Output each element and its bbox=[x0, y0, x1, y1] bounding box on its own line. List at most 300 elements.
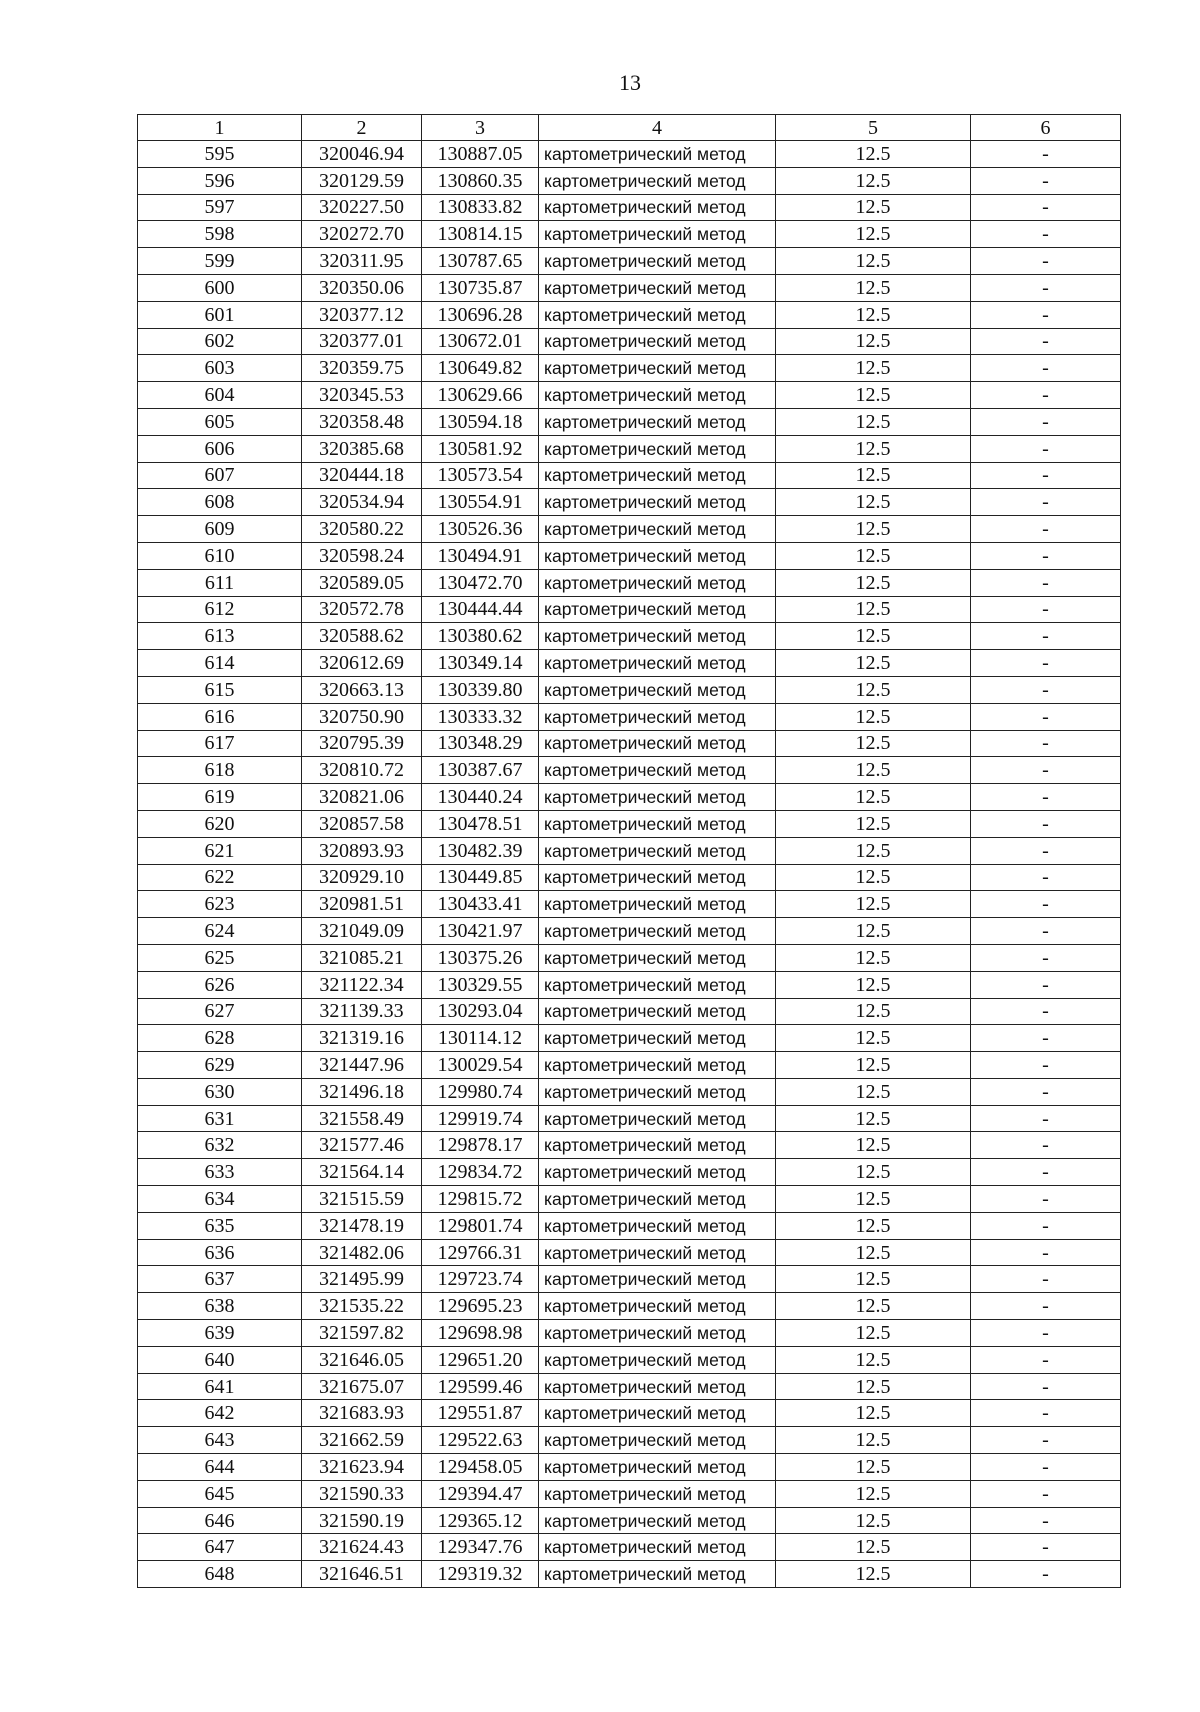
table-row bbox=[138, 1078, 1121, 1105]
accuracy-cell: 12.5 bbox=[776, 1346, 971, 1373]
method-cell: картометрический метод bbox=[539, 1480, 776, 1507]
method-cell: картометрический метод bbox=[539, 221, 776, 248]
x-coordinate-cell: 321597.82 bbox=[302, 1320, 422, 1347]
point-number-cell: 629 bbox=[138, 1052, 302, 1079]
method-cell: картометрический метод bbox=[539, 730, 776, 757]
method-cell: картометрический метод bbox=[539, 489, 776, 516]
method-cell: картометрический метод bbox=[539, 569, 776, 596]
accuracy-cell: 12.5 bbox=[776, 971, 971, 998]
point-number-cell: 630 bbox=[138, 1078, 302, 1105]
method-cell: картометрический метод bbox=[539, 944, 776, 971]
point-number-cell: 634 bbox=[138, 1186, 302, 1213]
y-coordinate-cell: 130735.87 bbox=[422, 274, 539, 301]
y-coordinate-cell: 129365.12 bbox=[422, 1507, 539, 1534]
method-cell: картометрический метод bbox=[539, 1373, 776, 1400]
y-coordinate-cell: 129919.74 bbox=[422, 1105, 539, 1132]
table-row bbox=[138, 703, 1121, 730]
column-header: 6 bbox=[971, 115, 1121, 141]
x-coordinate-cell: 321558.49 bbox=[302, 1105, 422, 1132]
point-number-cell: 622 bbox=[138, 864, 302, 891]
point-number-cell: 607 bbox=[138, 462, 302, 489]
y-coordinate-cell: 130114.12 bbox=[422, 1025, 539, 1052]
accuracy-cell: 12.5 bbox=[776, 1078, 971, 1105]
accuracy-cell: 12.5 bbox=[776, 408, 971, 435]
accuracy-cell: 12.5 bbox=[776, 918, 971, 945]
note-cell: - bbox=[971, 1186, 1121, 1213]
note-cell: - bbox=[971, 489, 1121, 516]
x-coordinate-cell: 321515.59 bbox=[302, 1186, 422, 1213]
method-cell: картометрический метод bbox=[539, 676, 776, 703]
accuracy-cell: 12.5 bbox=[776, 1105, 971, 1132]
point-number-cell: 635 bbox=[138, 1212, 302, 1239]
y-coordinate-cell: 130696.28 bbox=[422, 301, 539, 328]
point-number-cell: 639 bbox=[138, 1320, 302, 1347]
method-cell: картометрический метод bbox=[539, 1159, 776, 1186]
note-cell: - bbox=[971, 784, 1121, 811]
point-number-cell: 640 bbox=[138, 1346, 302, 1373]
point-number-cell: 626 bbox=[138, 971, 302, 998]
accuracy-cell: 12.5 bbox=[776, 462, 971, 489]
note-cell: - bbox=[971, 1480, 1121, 1507]
x-coordinate-cell: 320359.75 bbox=[302, 355, 422, 382]
note-cell: - bbox=[971, 408, 1121, 435]
x-coordinate-cell: 321590.19 bbox=[302, 1507, 422, 1534]
point-number-cell: 644 bbox=[138, 1454, 302, 1481]
point-number-cell: 608 bbox=[138, 489, 302, 516]
note-cell: - bbox=[971, 918, 1121, 945]
y-coordinate-cell: 130860.35 bbox=[422, 167, 539, 194]
table-row bbox=[138, 757, 1121, 784]
x-coordinate-cell: 320227.50 bbox=[302, 194, 422, 221]
y-coordinate-cell: 130029.54 bbox=[422, 1052, 539, 1079]
accuracy-cell: 12.5 bbox=[776, 248, 971, 275]
column-header: 2 bbox=[302, 115, 422, 141]
x-coordinate-cell: 320821.06 bbox=[302, 784, 422, 811]
note-cell: - bbox=[971, 1105, 1121, 1132]
x-coordinate-cell: 321495.99 bbox=[302, 1266, 422, 1293]
table-row bbox=[138, 1346, 1121, 1373]
accuracy-cell: 12.5 bbox=[776, 596, 971, 623]
note-cell: - bbox=[971, 1373, 1121, 1400]
method-cell: картометрический метод bbox=[539, 194, 776, 221]
method-cell: картометрический метод bbox=[539, 328, 776, 355]
y-coordinate-cell: 129766.31 bbox=[422, 1239, 539, 1266]
note-cell: - bbox=[971, 703, 1121, 730]
accuracy-cell: 12.5 bbox=[776, 1400, 971, 1427]
note-cell: - bbox=[971, 837, 1121, 864]
table-row bbox=[138, 944, 1121, 971]
y-coordinate-cell: 129980.74 bbox=[422, 1078, 539, 1105]
note-cell: - bbox=[971, 1400, 1121, 1427]
method-cell: картометрический метод bbox=[539, 248, 776, 275]
x-coordinate-cell: 321496.18 bbox=[302, 1078, 422, 1105]
note-cell: - bbox=[971, 1266, 1121, 1293]
x-coordinate-cell: 321590.33 bbox=[302, 1480, 422, 1507]
table-row bbox=[138, 837, 1121, 864]
method-cell: картометрический метод bbox=[539, 1105, 776, 1132]
x-coordinate-cell: 320589.05 bbox=[302, 569, 422, 596]
method-cell: картометрический метод bbox=[539, 382, 776, 409]
table-row bbox=[138, 1561, 1121, 1588]
point-number-cell: 620 bbox=[138, 810, 302, 837]
method-cell: картометрический метод bbox=[539, 810, 776, 837]
note-cell: - bbox=[971, 355, 1121, 382]
y-coordinate-cell: 129695.23 bbox=[422, 1293, 539, 1320]
accuracy-cell: 12.5 bbox=[776, 703, 971, 730]
note-cell: - bbox=[971, 328, 1121, 355]
note-cell: - bbox=[971, 1052, 1121, 1079]
note-cell: - bbox=[971, 194, 1121, 221]
table-row bbox=[138, 489, 1121, 516]
point-number-cell: 621 bbox=[138, 837, 302, 864]
method-cell: картометрический метод bbox=[539, 596, 776, 623]
y-coordinate-cell: 130649.82 bbox=[422, 355, 539, 382]
y-coordinate-cell: 130293.04 bbox=[422, 998, 539, 1025]
method-cell: картометрический метод bbox=[539, 757, 776, 784]
x-coordinate-cell: 320572.78 bbox=[302, 596, 422, 623]
accuracy-cell: 12.5 bbox=[776, 1480, 971, 1507]
point-number-cell: 612 bbox=[138, 596, 302, 623]
y-coordinate-cell: 129347.76 bbox=[422, 1534, 539, 1561]
table-row bbox=[138, 194, 1121, 221]
method-cell: картометрический метод bbox=[539, 1078, 776, 1105]
table-row bbox=[138, 891, 1121, 918]
note-cell: - bbox=[971, 462, 1121, 489]
y-coordinate-cell: 130349.14 bbox=[422, 650, 539, 677]
table-row bbox=[138, 1400, 1121, 1427]
column-header: 3 bbox=[422, 115, 539, 141]
method-cell: картометрический метод bbox=[539, 1427, 776, 1454]
note-cell: - bbox=[971, 435, 1121, 462]
method-cell: картометрический метод bbox=[539, 1132, 776, 1159]
point-number-cell: 611 bbox=[138, 569, 302, 596]
method-cell: картометрический метод bbox=[539, 1346, 776, 1373]
x-coordinate-cell: 320981.51 bbox=[302, 891, 422, 918]
table-row bbox=[138, 1320, 1121, 1347]
table-row bbox=[138, 248, 1121, 275]
method-cell: картометрический метод bbox=[539, 891, 776, 918]
coordinates-table bbox=[137, 114, 1121, 1588]
y-coordinate-cell: 130494.91 bbox=[422, 542, 539, 569]
accuracy-cell: 12.5 bbox=[776, 1561, 971, 1588]
method-cell: картометрический метод bbox=[539, 408, 776, 435]
point-number-cell: 598 bbox=[138, 221, 302, 248]
table-row bbox=[138, 810, 1121, 837]
method-cell: картометрический метод bbox=[539, 703, 776, 730]
accuracy-cell: 12.5 bbox=[776, 1293, 971, 1320]
accuracy-cell: 12.5 bbox=[776, 301, 971, 328]
accuracy-cell: 12.5 bbox=[776, 998, 971, 1025]
x-coordinate-cell: 321683.93 bbox=[302, 1400, 422, 1427]
x-coordinate-cell: 320893.93 bbox=[302, 837, 422, 864]
accuracy-cell: 12.5 bbox=[776, 1052, 971, 1079]
note-cell: - bbox=[971, 1159, 1121, 1186]
accuracy-cell: 12.5 bbox=[776, 810, 971, 837]
x-coordinate-cell: 321535.22 bbox=[302, 1293, 422, 1320]
method-cell: картометрический метод bbox=[539, 1052, 776, 1079]
table-row bbox=[138, 1186, 1121, 1213]
method-cell: картометрический метод bbox=[539, 355, 776, 382]
point-number-cell: 636 bbox=[138, 1239, 302, 1266]
note-cell: - bbox=[971, 998, 1121, 1025]
table-row bbox=[138, 435, 1121, 462]
x-coordinate-cell: 320345.53 bbox=[302, 382, 422, 409]
note-cell: - bbox=[971, 516, 1121, 543]
accuracy-cell: 12.5 bbox=[776, 1320, 971, 1347]
point-number-cell: 605 bbox=[138, 408, 302, 435]
table-row bbox=[138, 167, 1121, 194]
x-coordinate-cell: 320795.39 bbox=[302, 730, 422, 757]
table-row bbox=[138, 1427, 1121, 1454]
note-cell: - bbox=[971, 1293, 1121, 1320]
accuracy-cell: 12.5 bbox=[776, 1427, 971, 1454]
y-coordinate-cell: 130472.70 bbox=[422, 569, 539, 596]
point-number-cell: 638 bbox=[138, 1293, 302, 1320]
table-row bbox=[138, 408, 1121, 435]
x-coordinate-cell: 321447.96 bbox=[302, 1052, 422, 1079]
accuracy-cell: 12.5 bbox=[776, 328, 971, 355]
table-row bbox=[138, 1159, 1121, 1186]
accuracy-cell: 12.5 bbox=[776, 274, 971, 301]
method-cell: картометрический метод bbox=[539, 864, 776, 891]
note-cell: - bbox=[971, 1507, 1121, 1534]
method-cell: картометрический метод bbox=[539, 1561, 776, 1588]
table-row bbox=[138, 1293, 1121, 1320]
x-coordinate-cell: 321564.14 bbox=[302, 1159, 422, 1186]
point-number-cell: 619 bbox=[138, 784, 302, 811]
x-coordinate-cell: 320377.01 bbox=[302, 328, 422, 355]
table-row bbox=[138, 382, 1121, 409]
table-row bbox=[138, 596, 1121, 623]
x-coordinate-cell: 321122.34 bbox=[302, 971, 422, 998]
table-row bbox=[138, 355, 1121, 382]
note-cell: - bbox=[971, 730, 1121, 757]
table-row bbox=[138, 971, 1121, 998]
x-coordinate-cell: 320929.10 bbox=[302, 864, 422, 891]
point-number-cell: 623 bbox=[138, 891, 302, 918]
y-coordinate-cell: 129319.32 bbox=[422, 1561, 539, 1588]
x-coordinate-cell: 320588.62 bbox=[302, 623, 422, 650]
x-coordinate-cell: 320377.12 bbox=[302, 301, 422, 328]
point-number-cell: 614 bbox=[138, 650, 302, 677]
point-number-cell: 645 bbox=[138, 1480, 302, 1507]
note-cell: - bbox=[971, 596, 1121, 623]
accuracy-cell: 12.5 bbox=[776, 676, 971, 703]
accuracy-cell: 12.5 bbox=[776, 221, 971, 248]
table-row bbox=[138, 328, 1121, 355]
method-cell: картометрический метод bbox=[539, 1534, 776, 1561]
x-coordinate-cell: 320534.94 bbox=[302, 489, 422, 516]
note-cell: - bbox=[971, 1534, 1121, 1561]
y-coordinate-cell: 130440.24 bbox=[422, 784, 539, 811]
y-coordinate-cell: 130348.29 bbox=[422, 730, 539, 757]
note-cell: - bbox=[971, 1320, 1121, 1347]
accuracy-cell: 12.5 bbox=[776, 141, 971, 168]
accuracy-cell: 12.5 bbox=[776, 1132, 971, 1159]
point-number-cell: 624 bbox=[138, 918, 302, 945]
point-number-cell: 600 bbox=[138, 274, 302, 301]
method-cell: картометрический метод bbox=[539, 462, 776, 489]
y-coordinate-cell: 130581.92 bbox=[422, 435, 539, 462]
accuracy-cell: 12.5 bbox=[776, 382, 971, 409]
accuracy-cell: 12.5 bbox=[776, 516, 971, 543]
x-coordinate-cell: 321049.09 bbox=[302, 918, 422, 945]
table-row bbox=[138, 221, 1121, 248]
point-number-cell: 647 bbox=[138, 1534, 302, 1561]
method-cell: картометрический метод bbox=[539, 837, 776, 864]
table-row bbox=[138, 1454, 1121, 1481]
accuracy-cell: 12.5 bbox=[776, 1534, 971, 1561]
point-number-cell: 595 bbox=[138, 141, 302, 168]
accuracy-cell: 12.5 bbox=[776, 435, 971, 462]
column-header: 1 bbox=[138, 115, 302, 141]
point-number-cell: 637 bbox=[138, 1266, 302, 1293]
method-cell: картометрический метод bbox=[539, 1212, 776, 1239]
x-coordinate-cell: 320046.94 bbox=[302, 141, 422, 168]
note-cell: - bbox=[971, 1427, 1121, 1454]
note-cell: - bbox=[971, 221, 1121, 248]
point-number-cell: 603 bbox=[138, 355, 302, 382]
note-cell: - bbox=[971, 1132, 1121, 1159]
point-number-cell: 596 bbox=[138, 167, 302, 194]
accuracy-cell: 12.5 bbox=[776, 784, 971, 811]
y-coordinate-cell: 130482.39 bbox=[422, 837, 539, 864]
x-coordinate-cell: 321624.43 bbox=[302, 1534, 422, 1561]
table-row bbox=[138, 1212, 1121, 1239]
note-cell: - bbox=[971, 891, 1121, 918]
accuracy-cell: 12.5 bbox=[776, 1212, 971, 1239]
accuracy-cell: 12.5 bbox=[776, 1159, 971, 1186]
y-coordinate-cell: 130833.82 bbox=[422, 194, 539, 221]
x-coordinate-cell: 320272.70 bbox=[302, 221, 422, 248]
note-cell: - bbox=[971, 167, 1121, 194]
method-cell: картометрический метод bbox=[539, 301, 776, 328]
y-coordinate-cell: 130433.41 bbox=[422, 891, 539, 918]
note-cell: - bbox=[971, 301, 1121, 328]
table-row bbox=[138, 918, 1121, 945]
note-cell: - bbox=[971, 971, 1121, 998]
note-cell: - bbox=[971, 1212, 1121, 1239]
table-row bbox=[138, 1507, 1121, 1534]
point-number-cell: 597 bbox=[138, 194, 302, 221]
x-coordinate-cell: 321662.59 bbox=[302, 1427, 422, 1454]
note-cell: - bbox=[971, 569, 1121, 596]
x-coordinate-cell: 320612.69 bbox=[302, 650, 422, 677]
table-row bbox=[138, 1025, 1121, 1052]
point-number-cell: 646 bbox=[138, 1507, 302, 1534]
table-row bbox=[138, 462, 1121, 489]
x-coordinate-cell: 321319.16 bbox=[302, 1025, 422, 1052]
accuracy-cell: 12.5 bbox=[776, 757, 971, 784]
x-coordinate-cell: 320385.68 bbox=[302, 435, 422, 462]
method-cell: картометрический метод bbox=[539, 1293, 776, 1320]
y-coordinate-cell: 130787.65 bbox=[422, 248, 539, 275]
accuracy-cell: 12.5 bbox=[776, 1507, 971, 1534]
x-coordinate-cell: 321623.94 bbox=[302, 1454, 422, 1481]
x-coordinate-cell: 321675.07 bbox=[302, 1373, 422, 1400]
y-coordinate-cell: 129394.47 bbox=[422, 1480, 539, 1507]
accuracy-cell: 12.5 bbox=[776, 864, 971, 891]
method-cell: картометрический метод bbox=[539, 1400, 776, 1427]
point-number-cell: 601 bbox=[138, 301, 302, 328]
accuracy-cell: 12.5 bbox=[776, 167, 971, 194]
point-number-cell: 599 bbox=[138, 248, 302, 275]
y-coordinate-cell: 129723.74 bbox=[422, 1266, 539, 1293]
table-row bbox=[138, 1132, 1121, 1159]
method-cell: картометрический метод bbox=[539, 971, 776, 998]
table-row bbox=[138, 301, 1121, 328]
x-coordinate-cell: 321085.21 bbox=[302, 944, 422, 971]
note-cell: - bbox=[971, 274, 1121, 301]
method-cell: картометрический метод bbox=[539, 1025, 776, 1052]
x-coordinate-cell: 320598.24 bbox=[302, 542, 422, 569]
note-cell: - bbox=[971, 623, 1121, 650]
note-cell: - bbox=[971, 650, 1121, 677]
y-coordinate-cell: 129878.17 bbox=[422, 1132, 539, 1159]
table-row bbox=[138, 542, 1121, 569]
y-coordinate-cell: 129651.20 bbox=[422, 1346, 539, 1373]
method-cell: картометрический метод bbox=[539, 623, 776, 650]
point-number-cell: 633 bbox=[138, 1159, 302, 1186]
point-number-cell: 618 bbox=[138, 757, 302, 784]
note-cell: - bbox=[971, 864, 1121, 891]
y-coordinate-cell: 129551.87 bbox=[422, 1400, 539, 1427]
y-coordinate-cell: 130333.32 bbox=[422, 703, 539, 730]
y-coordinate-cell: 129815.72 bbox=[422, 1186, 539, 1213]
point-number-cell: 641 bbox=[138, 1373, 302, 1400]
method-cell: картометрический метод bbox=[539, 542, 776, 569]
method-cell: картометрический метод bbox=[539, 1186, 776, 1213]
x-coordinate-cell: 320857.58 bbox=[302, 810, 422, 837]
table-body bbox=[138, 141, 1121, 1588]
y-coordinate-cell: 129698.98 bbox=[422, 1320, 539, 1347]
point-number-cell: 627 bbox=[138, 998, 302, 1025]
x-coordinate-cell: 321646.05 bbox=[302, 1346, 422, 1373]
x-coordinate-cell: 320350.06 bbox=[302, 274, 422, 301]
method-cell: картометрический метод bbox=[539, 650, 776, 677]
note-cell: - bbox=[971, 1239, 1121, 1266]
note-cell: - bbox=[971, 676, 1121, 703]
y-coordinate-cell: 129522.63 bbox=[422, 1427, 539, 1454]
table-row bbox=[138, 1266, 1121, 1293]
x-coordinate-cell: 320750.90 bbox=[302, 703, 422, 730]
table-row bbox=[138, 784, 1121, 811]
y-coordinate-cell: 130329.55 bbox=[422, 971, 539, 998]
table-row bbox=[138, 1105, 1121, 1132]
method-cell: картометрический метод bbox=[539, 918, 776, 945]
method-cell: картометрический метод bbox=[539, 516, 776, 543]
note-cell: - bbox=[971, 944, 1121, 971]
x-coordinate-cell: 321139.33 bbox=[302, 998, 422, 1025]
note-cell: - bbox=[971, 248, 1121, 275]
note-cell: - bbox=[971, 1346, 1121, 1373]
point-number-cell: 610 bbox=[138, 542, 302, 569]
note-cell: - bbox=[971, 141, 1121, 168]
table-row bbox=[138, 650, 1121, 677]
point-number-cell: 606 bbox=[138, 435, 302, 462]
point-number-cell: 617 bbox=[138, 730, 302, 757]
method-cell: картометрический метод bbox=[539, 167, 776, 194]
y-coordinate-cell: 130478.51 bbox=[422, 810, 539, 837]
table-row bbox=[138, 516, 1121, 543]
point-number-cell: 628 bbox=[138, 1025, 302, 1052]
accuracy-cell: 12.5 bbox=[776, 1373, 971, 1400]
point-number-cell: 616 bbox=[138, 703, 302, 730]
point-number-cell: 604 bbox=[138, 382, 302, 409]
y-coordinate-cell: 130375.26 bbox=[422, 944, 539, 971]
note-cell: - bbox=[971, 1561, 1121, 1588]
note-cell: - bbox=[971, 1025, 1121, 1052]
